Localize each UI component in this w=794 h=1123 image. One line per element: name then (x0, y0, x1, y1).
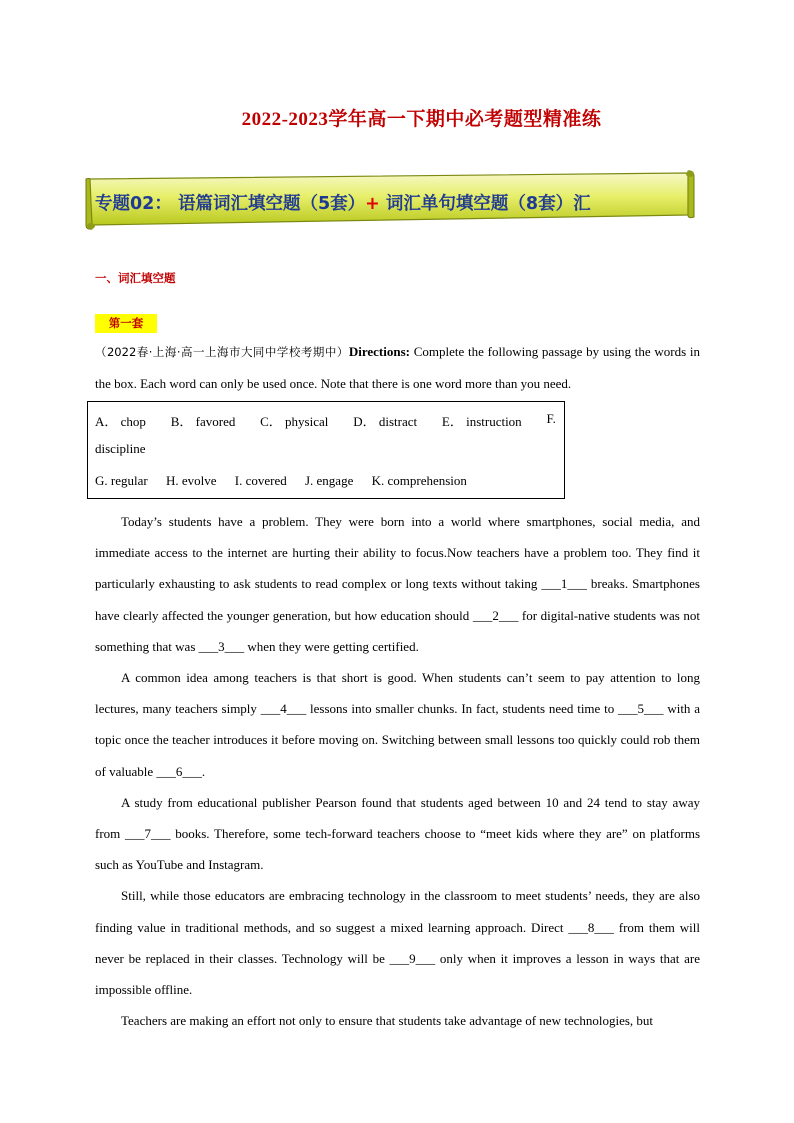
word-box-row (95, 411, 556, 430)
directions-paragraph (95, 336, 700, 399)
banner-title (95, 190, 695, 215)
word-option: D． distract (353, 414, 418, 429)
passage-paragraph: A study from educational publisher Pearson found that students aged between 10 and 24 tend to stay away from ___7___ books. Therefore, some tech-forward teachers choose to “meet kids where they are” on platforms such as YouTube and Instagram. (95, 794, 700, 873)
word-option: E． instruction (441, 414, 522, 429)
word-option: discipline (95, 441, 146, 456)
passage-paragraph: Still, while those educators are embracing technology in the classroom to meet students’ needs, they are also finding value in traditional methods, and so suggest a mixed learning approach. Direct ___8___ from them will never be replaced in their classes. Technology will be ___9___ only when it improves a lesson in ways that are impossible offline. (95, 888, 700, 998)
word-option: J. engage (304, 473, 354, 488)
word-option: C． physical (260, 414, 329, 429)
banner-title-part1: 专题02： 语篇词汇填空题（5套） (95, 194, 366, 214)
word-option: H. evolve (165, 473, 217, 488)
passage-paragraph: Today’s students have a problem. They were born into a world where smartphones, social media, and immediate access to the internet are hurting their ability to focus.Now teachers have a problem too. They find it particularly exhausting to ask students to read complex or long texts without taking ___1___ breaks. Smartphones have clearly affected the younger generation, but how education should ___2___ for digital-native students was not something that was ___3___ when they were getting certified. (95, 514, 700, 654)
word-option: G. regular (95, 473, 148, 488)
section-heading: 一、词汇填空题 (95, 271, 176, 285)
word-option: A． chop (95, 414, 146, 429)
passage (95, 506, 700, 1036)
word-box-row (95, 473, 556, 489)
topic-banner (84, 169, 696, 231)
word-option: K. comprehension (371, 473, 467, 488)
word-option: B． favored (170, 414, 236, 429)
word-option: F. (546, 411, 556, 426)
passage-paragraph: Teachers are making an effort not only to ensure that students take advantage of new technologies, but (121, 1013, 654, 1029)
word-box-row (95, 441, 556, 457)
set-label: 第一套 (95, 314, 157, 333)
banner-plus-sign: + (365, 194, 380, 214)
page-title: 2022-2023学年高一下期中必考题型精准练 (241, 109, 602, 130)
question-source: （2022春·上海·高一上海市大同中学校考期中） (95, 345, 349, 359)
word-option: I. covered (234, 473, 287, 488)
word-box (87, 401, 565, 499)
directions-text: Complete the following passage by using the words in the box. Each word can only be used once. Note that there is one word more than you need. (95, 344, 701, 391)
passage-paragraph: A common idea among teachers is that short is good. When students can’t seem to pay attention to long lectures, many teachers simply ___4___ lessons into smaller chunks. In fact, students need time to ___5___ with a topic once the teacher introduces it before moving on. Switching between small lessons too quickly could rob them of valuable ___6___. (95, 670, 700, 779)
banner-title-part2: 词汇单句填空题（8套）汇 (379, 194, 591, 214)
directions-label: Directions: (348, 344, 410, 359)
